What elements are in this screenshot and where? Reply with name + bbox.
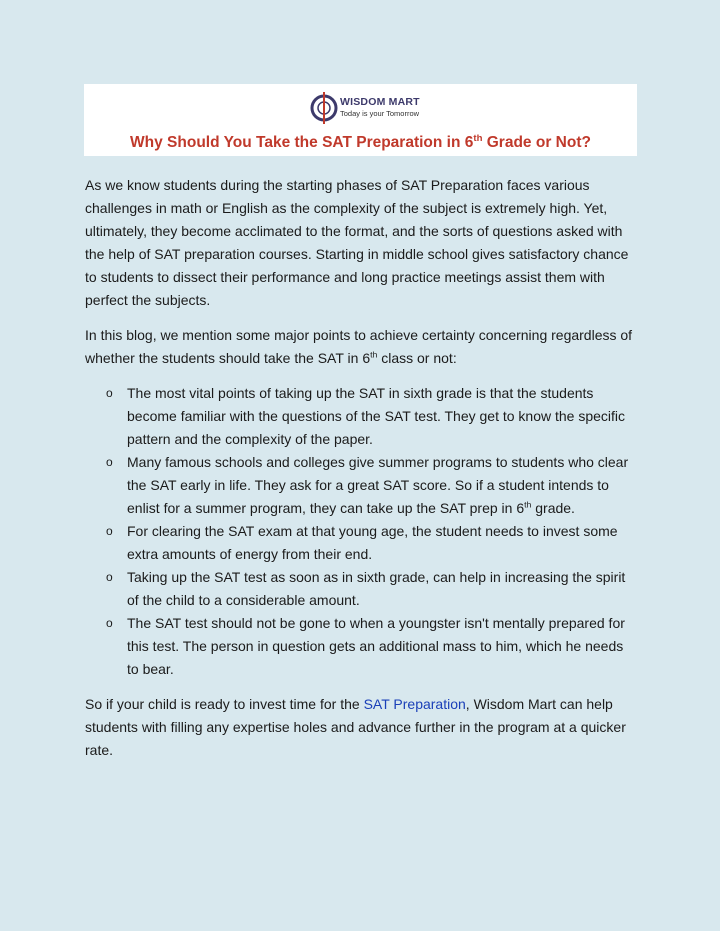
logo-name: WISDOM MART [340,96,420,108]
header-band [84,84,637,156]
closing-text: So if your child is ready to invest time for the [85,696,364,712]
bullet-marker: o [106,524,113,538]
closing-text-end: , Wisdom Mart can help students with filling any expertise holes and advance further in the program at a quicker rate. [85,696,626,758]
sat-preparation-link[interactable]: SAT Preparation [363,696,466,712]
second-paragraph-superscript: th [370,349,378,360]
list-item [85,566,637,612]
list-item [85,520,637,566]
list-item-text: For clearing the SAT exam at that young age, the student needs to invest some extra amounts of energy from their end. [127,523,618,562]
page-title [84,132,637,154]
logo-emblem-icon [310,90,338,126]
bullet-marker: o [106,386,113,400]
document-body [85,174,637,774]
second-paragraph-text: In this blog, we mention some major points to achieve certainty concerning regardless of whether the students should take the SAT in 6 [85,327,633,366]
list-item-text-end: grade. [531,500,575,516]
second-paragraph-text-end: class or not: [377,350,457,366]
intro-paragraph: As we know students during the starting phases of SAT Preparation faces various challenges in math or English as the complexity of the subject is extremely high. Yet, ultimately, they become acclimated to the format, and the sorts of questions asked with the help of SAT preparation courses. Starting in middle school gives satisfactory chance to students to dissect their performance and long practice meetings assist them with perfect the subjects. [85,177,629,308]
second-paragraph [85,324,637,370]
bullet-marker: o [106,570,113,584]
list-item-text: The most vital points of taking up the SAT in sixth grade is that the students become familiar with the questions of the SAT test. They get to know the specific pattern and the complexity of the paper. [127,385,626,447]
title-superscript: th [473,132,483,144]
closing-paragraph [85,693,637,762]
list-item-text: Many famous schools and colleges give summer programs to students who clear the SAT early in life. They ask for a great SAT score. So if a student intends to enlist for a summer program, they can take up the SAT prep in 6 [127,454,629,516]
title-text-end: Grade or Not? [482,134,591,151]
list-item-superscript: th [524,499,532,510]
list-item-text: The SAT test should not be gone to when a youngster isn't mentally prepared for this test. The person in question gets an additional mass to him, which he needs to bear. [127,615,625,677]
title-text: Why Should You Take the SAT Preparation in 6 [130,134,474,151]
logo-tagline: Today is your Tomorrow [340,109,420,118]
bullet-list [85,382,637,681]
list-item [85,451,637,520]
bullet-marker: o [106,455,113,469]
list-item [85,382,637,451]
list-item [85,612,637,681]
wisdom-mart-logo [310,90,420,130]
bullet-marker: o [106,616,113,630]
list-item-text: Taking up the SAT test as soon as in sixth grade, can help in increasing the spirit of the child to a considerable amount. [127,569,626,608]
